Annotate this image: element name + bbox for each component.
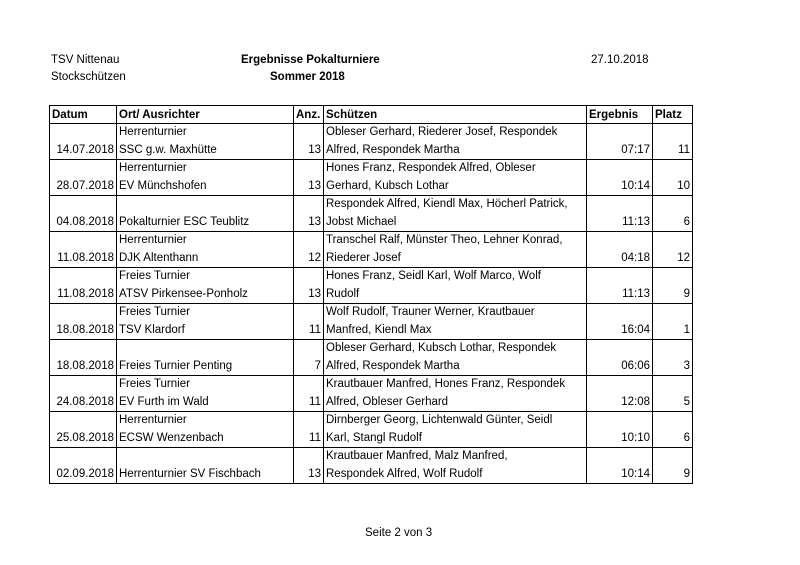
shooters-line-1: Krautbauer Manfred, Hones Franz, Respondek <box>326 378 566 390</box>
column-header-place: Ort/ Ausrichter <box>117 106 294 124</box>
cell-place <box>117 232 294 268</box>
cell-result: 04:18 <box>587 232 653 268</box>
cell-count: 13 <box>294 196 324 232</box>
cell-rank: 10 <box>653 160 693 196</box>
shooters-line-2: Manfred, Kiendl Max <box>326 323 432 336</box>
column-header-count: Anz. <box>294 106 324 124</box>
cell-rank: 6 <box>653 412 693 448</box>
cell-result: 10:14 <box>587 448 653 484</box>
cell-place <box>117 448 294 484</box>
cell-result: 12:08 <box>587 376 653 412</box>
table-row <box>50 376 693 412</box>
shooters-line-2: Jobst Michael <box>326 215 397 228</box>
cell-result: 06:06 <box>587 340 653 376</box>
column-header-date: Datum <box>50 106 117 124</box>
place-line-2: EV Münchshofen <box>119 179 207 192</box>
shooters-line-1: Wolf Rudolf, Trauner Werner, Krautbauer <box>326 306 535 318</box>
cell-shooters <box>324 160 587 196</box>
place-line-1 <box>119 448 291 466</box>
cell-shooters <box>324 232 587 268</box>
cell-date: 18.08.2018 <box>50 340 117 376</box>
shooters-line-1: Obleser Gerhard, Riederer Josef, Respondek <box>326 126 558 138</box>
document-date: 27.10.2018 <box>591 54 649 66</box>
cell-shooters <box>324 196 587 232</box>
cell-shooters <box>324 124 587 160</box>
cell-place <box>117 196 294 232</box>
cell-shooters <box>324 448 587 484</box>
cell-date: 11.08.2018 <box>50 268 117 304</box>
table-row <box>50 196 693 232</box>
cell-rank: 6 <box>653 196 693 232</box>
cell-place <box>117 376 294 412</box>
cell-shooters <box>324 304 587 340</box>
table-row <box>50 124 693 160</box>
shooters-line-2: Riederer Josef <box>326 251 401 264</box>
shooters-line-1: Dirnberger Georg, Lichtenwald Günter, Seidl <box>326 414 553 426</box>
cell-date: 04.08.2018 <box>50 196 117 232</box>
cell-count: 7 <box>294 340 324 376</box>
place-line-2: EV Furth im Wald <box>119 395 209 408</box>
place-line-2: TSV Klardorf <box>119 323 185 336</box>
shooters-line-1: Respondek Alfred, Kiendl Max, Höcherl Patrick, <box>326 198 568 210</box>
table-row <box>50 304 693 340</box>
cell-place <box>117 160 294 196</box>
cell-count: 13 <box>294 448 324 484</box>
column-header-rank: Platz <box>653 106 693 124</box>
cell-date: 11.08.2018 <box>50 232 117 268</box>
place-line-2: DJK Altenthann <box>119 251 199 264</box>
cell-count: 11 <box>294 376 324 412</box>
table-row <box>50 448 693 484</box>
cell-rank: 1 <box>653 304 693 340</box>
table-row <box>50 340 693 376</box>
cell-rank: 11 <box>653 124 693 160</box>
shooters-line-2: Alfred, Respondek Martha <box>326 359 460 372</box>
table-row <box>50 268 693 304</box>
cell-date: 25.08.2018 <box>50 412 117 448</box>
cell-date: 14.07.2018 <box>50 124 117 160</box>
cell-rank: 3 <box>653 340 693 376</box>
cell-result: 16:04 <box>587 304 653 340</box>
shooters-line-1: Krautbauer Manfred, Malz Manfred, <box>326 450 508 462</box>
cell-result: 07:17 <box>587 124 653 160</box>
table-header-row <box>50 106 693 124</box>
cell-count: 13 <box>294 160 324 196</box>
shooters-line-2: Gerhard, Kubsch Lothar <box>326 179 449 192</box>
cell-place <box>117 340 294 376</box>
place-line-2: ATSV Pirkensee-Ponholz <box>119 287 248 300</box>
cell-date: 24.08.2018 <box>50 376 117 412</box>
place-line-1 <box>119 196 291 214</box>
cell-date: 18.08.2018 <box>50 304 117 340</box>
table-row <box>50 412 693 448</box>
cell-date: 02.09.2018 <box>50 448 117 484</box>
cell-result: 10:10 <box>587 412 653 448</box>
shooters-line-2: Karl, Stangl Rudolf <box>326 431 422 444</box>
cell-shooters <box>324 376 587 412</box>
place-line-1: Freies Turnier <box>119 306 190 318</box>
cell-result: 10:14 <box>587 160 653 196</box>
place-line-2: ECSW Wenzenbach <box>119 431 224 444</box>
cell-result: 11:13 <box>587 268 653 304</box>
shooters-line-1: Obleser Gerhard, Kubsch Lothar, Respondek <box>326 342 557 354</box>
place-line-1: Freies Turnier <box>119 270 190 282</box>
place-line-2: SSC g.w. Maxhütte <box>119 143 217 156</box>
place-line-1: Herrenturnier <box>119 414 187 426</box>
cell-count: 11 <box>294 304 324 340</box>
place-line-1: Herrenturnier <box>119 126 187 138</box>
shooters-line-2: Respondek Alfred, Wolf Rudolf <box>326 467 483 480</box>
cell-count: 13 <box>294 268 324 304</box>
cell-shooters <box>324 340 587 376</box>
results-table <box>49 105 693 484</box>
cell-rank: 5 <box>653 376 693 412</box>
cell-rank: 9 <box>653 268 693 304</box>
cell-shooters <box>324 268 587 304</box>
place-line-1: Herrenturnier <box>119 162 187 174</box>
cell-count: 13 <box>294 124 324 160</box>
page-number: Seite 2 von 3 <box>365 527 433 539</box>
shooters-line-2: Rudolf <box>326 287 360 300</box>
shooters-line-1: Transchel Ralf, Münster Theo, Lehner Konrad, <box>326 234 563 246</box>
document-subtitle: Sommer 2018 <box>270 71 345 83</box>
cell-result: 11:13 <box>587 196 653 232</box>
cell-count: 11 <box>294 412 324 448</box>
cell-place <box>117 412 294 448</box>
cell-shooters <box>324 412 587 448</box>
shooters-line-1: Hones Franz, Respondek Alfred, Obleser <box>326 162 536 174</box>
cell-rank: 12 <box>653 232 693 268</box>
cell-place <box>117 304 294 340</box>
cell-rank: 9 <box>653 448 693 484</box>
place-line-2: Freies Turnier Penting <box>119 359 233 372</box>
shooters-line-1: Hones Franz, Seidl Karl, Wolf Marco, Wolf <box>326 270 541 282</box>
cell-date: 28.07.2018 <box>50 160 117 196</box>
place-line-1 <box>119 340 291 358</box>
club-name: TSV Nittenau <box>51 54 120 66</box>
cell-count: 12 <box>294 232 324 268</box>
place-line-2: Herrenturnier SV Fischbach <box>119 467 261 480</box>
place-line-1: Freies Turnier <box>119 378 190 390</box>
column-header-shooters: Schützen <box>324 106 587 124</box>
place-line-1: Herrenturnier <box>119 234 187 246</box>
document-title: Ergebnisse Pokalturniere <box>241 54 380 66</box>
sport-name: Stockschützen <box>51 71 126 83</box>
shooters-line-2: Alfred, Respondek Martha <box>326 143 460 156</box>
table-row <box>50 232 693 268</box>
table-row <box>50 160 693 196</box>
cell-place <box>117 124 294 160</box>
column-header-result: Ergebnis <box>587 106 653 124</box>
place-line-2: Pokalturnier ESC Teublitz <box>119 215 250 228</box>
shooters-line-2: Alfred, Obleser Gerhard <box>326 395 449 408</box>
cell-place <box>117 268 294 304</box>
